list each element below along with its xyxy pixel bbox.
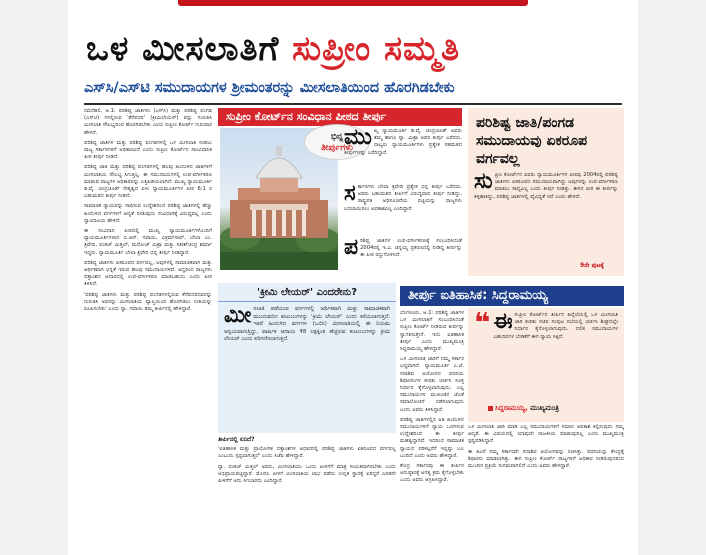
story-para: ಒಳ ಮೀಸಲಾತಿ ಜಾರಿ ಮಾಡಿ ಎಲ್ಲ ಸಮುದಾಯಗಳಿಗೆ ಸಮಾನ ಅವಕಾಶ ಕಲ್ಪಿಸುವುದು ನಮ್ಮ ಆದ್ಯತೆ. ಈ ವಿಷಯದಲ್ಲಿ ಯಾವುದೇ ರಾಜಕೀಯ ಮಾಡುವುದಿಲ್ಲ ಎಂದು ಮುಖ್ಯಮಂತ್ರಿ ಸ್ಪಷ್ಟಪಡಿಸಿದ್ದಾರೆ. xyxy=(468,424,624,445)
right-gutter xyxy=(638,0,706,555)
center-para-1-text: ಖ್ಯ ನ್ಯಾಯಮೂರ್ತಿ ಡಿ.ವೈ. ಚಂದ್ರಚೂಡ್ ಅವರು ತಮ್ಮ ಹಾಗೂ ನ್ಯಾ. ಮಿಶ್ರಾ ಅವರ ತೀರ್ಪು ಬರೆದರು. ನಾಲ್ವರು ನ್ಯಾಯಮೂರ್ತಿಗಳು ಪ್ರತ್ಯೇಕ ಸಹಮತದ ತೀರ್ಪುಗಳನ್ನು ಬರೆದಿದ್ದಾರೆ. xyxy=(344,128,462,156)
center-para-3-text: ರಿಶಿಷ್ಟ ಜಾತಿಗಳ ಉಪ-ವರ್ಗೀಕರಣಕ್ಕೆ ಸಂಬಂಧಿಸಿದಂತೆ 2004ರಲ್ಲಿ ಇ.ವಿ. ಚಿನ್ನಯ್ಯ ಪ್ರಕರಣದಲ್ಲಿ ನೀಡಿದ್ದ ತೀರ್ಪನ್ನು ಈ ಪೀಠ ರದ್ದುಗೊಳಿಸಿದೆ. xyxy=(360,238,462,259)
drop-cap: ಪ xyxy=(344,238,359,260)
box-body xyxy=(468,172,624,272)
story-para: ಕೇಂದ್ರ ಸರ್ಕಾರವು ಈ ತೀರ್ಪಿನ ಅನುಷ್ಠಾನಕ್ಕೆ ಅಗತ್ಯ ಕ್ರಮ ಕೈಗೊಳ್ಳಬೇಕು ಎಂದು ಅವರು ಆಗ್ರಹಿಸಿದ್ದಾರೆ. xyxy=(400,463,464,484)
left-gutter xyxy=(0,0,68,555)
continued-tag: 9ನೇ ಪುಟಕ್ಕೆ xyxy=(580,262,604,269)
story-para: ಪರಿಶಿಷ್ಟ ಜಾತಿಗಳಲ್ಲಿನ ಅತಿ ಹಿಂದುಳಿದ ಸಮುದಾಯಗಳಿಗೆ ನ್ಯಾಯ ಒದಗಿಸುವ ಉದ್ದೇಶದಿಂದ ಈ ತೀರ್ಪು ಮಹತ್ವದ್ದಾಗಿದೆ. ಇದರಿಂದ ಸಾಮಾಜಿಕ ನ್ಯಾಯದ ಪರಿಕಲ್ಪನೆಗೆ ಇನ್ನಷ್ಟು ಬಲ ಬಂದಿದೆ ಎಂದು ಅವರು ಹೇಳಿದ್ದಾರೆ. xyxy=(400,416,464,459)
left-para: ಪರಿಶಿಷ್ಟ ಜಾತಿಗಳ ಮತ್ತು ಪರಿಶಿಷ್ಟ ಪಂಗಡಗಳಲ್ಲಿ ಒಳ ಮೀಸಲಾತಿ ನೀಡಲು ರಾಜ್ಯ ಸರ್ಕಾರಗಳಿಗೆ ಅಧಿಕಾರವಿದೆ ಎಂದು ಸುಪ್ರೀಂ ಕೋರ್ಟ್‌ನ ಸಾಂವಿಧಾನಿಕ ಪೀಠ ತೀರ್ಪು ನೀಡಿದೆ. xyxy=(84,139,212,161)
bubble-line-2: ತೀರ್ಪುಗಳು xyxy=(321,143,353,153)
top-color-bar xyxy=(178,0,528,6)
center-para-1 xyxy=(344,128,462,182)
center-para-2-text: ರ್ಕಾರಗಳು ಬೇಲಾ ತ್ರಿವೇದಿ ಪ್ರತ್ಯೇಕ ಭಿನ್ನ ತೀರ್ಪು ಬರೆದರು. ಅವರು ಬಹುಮತದ ತೀರ್ಪಿಗೆ ವಿರುದ್ಧವಾದ ತೀರ್ಪು ನೀಡಿದ್ದು, ರಾಷ್ಟ್ರಪತಿ ಅಧಿಸೂಚನೆಯ ಪಟ್ಟಿಯನ್ನು ರಾಜ್ಯಗಳು ಬದಲಾಯಿಸಲು ಅವಕಾಶವಿಲ್ಲ ಎಂದಿದ್ದಾರೆ. xyxy=(344,184,462,212)
left-para: ಸಾಮಾಜಿಕ ನ್ಯಾಯವನ್ನು ಸಾಧಿಸುವ ಉದ್ದೇಶದಿಂದ ಪರಿಶಿಷ್ಟ ಜಾತಿಗಳಲ್ಲಿ ಹೆಚ್ಚು ಹಿಂದುಳಿದ ವರ್ಗಗಳಿಗೆ ಆದ್ಯತೆ ನೀಡುವುದು ಸಂವಿಧಾನಕ್ಕೆ ವಿರುದ್ಧವಲ್ಲ ಎಂದು ನ್ಯಾಯಾಲಯ ಹೇಳಿದೆ. xyxy=(84,203,212,224)
center-para-2 xyxy=(344,184,462,236)
story-para: ನ್ಯಾ. ಪಂಕಜ್ ಮಿತ್ತಲ್ ಅವರು, ಮೀಸಲಾತಿಯು ಒಂದು ಪೀಳಿಗೆಗೆ ಮಾತ್ರ ಸೀಮಿತವಾಗಿರಬೇಕು ಎಂದು ಅಭಿಪ್ರಾಯಪಟ್ಟಿದ್ದಾರೆ. ಮೊದಲ ಪೀಳಿಗೆ ಮೀಸಲಾತಿಯ ಲಾಭ ಪಡೆದು ಉನ್ನತ ಸ್ಥಾನಕ್ಕೆ ಏರಿದ್ದರೆ ಎರಡನೇ ಪೀಳಿಗೆಗೆ ಅದು ಸಿಗಬಾರದು ಎಂದಿದ್ದಾರೆ. xyxy=(218,463,396,485)
headline-part-1: ಒಳ ಮೀಸಲಾತಿಗೆ xyxy=(86,29,293,69)
cm-story-column-2 xyxy=(468,424,624,555)
creamy-layer-box xyxy=(218,283,396,433)
cm-quote xyxy=(474,312,618,408)
center-para-3 xyxy=(344,238,462,276)
headline-part-2: ಸುಪ್ರೀಂ ಸಮ್ಮತಿ xyxy=(292,29,461,69)
drop-cap: ಸು xyxy=(474,172,493,194)
cm-quote-text: ಸುಪ್ರೀಂ ಕೋರ್ಟ್‌ನ ತೀರ್ಪಿನ ಹಿನ್ನೆಲೆಯಲ್ಲಿ ಒಳ ಮೀಸಲಾತಿ ಜಾರಿ ಕುರಿತು ಸಚಿವ ಸಂಪುಟ ಸಭೆಯಲ್ಲಿ ಚರ್ಚಿಸಿ ಶೀಘ್ರದಲ್ಲೇ ನಿರ್ಧಾರ ಕೈಗೊಳ್ಳಲಾಗುವುದು. ದಲಿತ ಸಮುದಾಯಗಳ ಬಹುದಿನಗಳ ಬೇಡಿಕೆಗೆ ಈಗ ನ್ಯಾಯ ಸಿಕ್ಕಿದೆ. xyxy=(493,312,618,340)
left-para: 'ಪರಿಶಿಷ್ಟ ಜಾತಿಗಳು ಮತ್ತು ಪರಿಶಿಷ್ಟ ಪಂಗಡಗಳಲ್ಲಿರುವ ಕೆನೆಪದರದವರನ್ನು ಗುರುತಿಸಿ ಅವರನ್ನು ಮೀಸಲಾತಿಯ ವ್ಯಾಪ್ತಿಯಿಂದ ಹೊರಗಿಡಲು ನೀತಿಯನ್ನು ರೂಪಿಸಬೇಕು' ಎಂದು ನ್ಯಾ. ಗವಾಯಿ ತಮ್ಮ ತೀರ್ಪಿನಲ್ಲಿ ಹೇಳಿದ್ದಾರೆ. xyxy=(84,291,212,313)
box-title: ಪರಿಶಿಷ್ಟ ಜಾತಿ/ಪಂಗಡ ಸಮುದಾಯವು ಏಕರೂಪ ವರ್ಗವಲ್ಲ xyxy=(476,115,588,167)
cm-story-column-1 xyxy=(400,310,464,555)
newspaper-page xyxy=(68,0,638,555)
constitution-bench-banner: ಸುಪ್ರೀಂ ಕೋರ್ಟ್‌ನ ಸಂವಿಧಾನ ಪೀಠದ ತೀರ್ಪು xyxy=(218,108,462,126)
below-creamy-story xyxy=(218,436,396,555)
story-para: ಒಳ ಮೀಸಲಾತಿ ಜಾರಿಗೆ ನಮ್ಮ ಸರ್ಕಾರ ಬದ್ಧವಾಗಿದೆ. ನ್ಯಾಯಮೂರ್ತಿ ಎ.ಜೆ. ಸದಾಶಿವ ಆಯೋಗದ ವರದಿಯ ಶಿಫಾರಸುಗಳ ಕುರಿತು ಚರ್ಚಿಸಿ ಸೂಕ್ತ ನಿರ್ಧಾರ ಕೈಗೊಳ್ಳಲಾಗುವುದು. ಎಲ್ಲ ಸಮುದಾಯಗಳ ಮುಖಂಡರ ಜೊತೆ ಸಮಾಲೋಚನೆ ನಡೆಸಲಾಗುವುದು ಎಂದು ಅವರು ತಿಳಿಸಿದ್ದಾರೆ. xyxy=(400,356,464,413)
not-homogeneous-box xyxy=(468,108,624,276)
left-para: ಪರಿಶಿಷ್ಟ ಜಾತಿಗಳು ಏಕರೂಪದ ವರ್ಗವಲ್ಲ, ಅವುಗಳಲ್ಲಿ ಸಾಮಾಜಿಕವಾಗಿ ಮತ್ತು ಆರ್ಥಿಕವಾಗಿ ಭಿನ್ನತೆ ಇರುವ ಹಲವು ಸಮುದಾಯಗಳಿವೆ. ಆದ್ದರಿಂದ ರಾಜ್ಯಗಳು ದತ್ತಾಂಶದ ಆಧಾರದಲ್ಲಿ ಉಪ-ವರ್ಗೀಕರಣ ಮಾಡಬಹುದು ಎಂದು ಪೀಠ ತಿಳಿಸಿದೆ. xyxy=(84,259,212,288)
drop-cap: ಸ xyxy=(344,184,356,206)
drop-cap: ಈ xyxy=(493,312,513,334)
left-column-story xyxy=(84,108,212,555)
byline-title: ಮುಖ್ಯಮಂತ್ರಿ xyxy=(530,404,559,412)
sub-headline: ಎಸ್‌ಸಿ/ಎಸ್‌ಟಿ ಸಮುದಾಯಗಳ ಶ್ರೀಮಂತರನ್ನು ಮೀಸಲಾತಿಯಿಂದ ಹೊರಗಿಡಬೇಕು xyxy=(84,80,455,96)
creamy-layer-body xyxy=(218,302,396,422)
sub-heading: ತೀರ್ಪಿನಲ್ಲಿ ಏನಿದೆ? xyxy=(218,436,255,443)
main-headline xyxy=(86,24,626,74)
left-para: ಈ ಸಂವಿಧಾನ ಪೀಠದಲ್ಲಿ ಮುಖ್ಯ ನ್ಯಾಯಮೂರ್ತಿಗಳೊಂದಿಗೆ ನ್ಯಾಯಮೂರ್ತಿಗಳಾದ ಬಿ.ಆರ್. ಗವಾಯಿ, ವಿಕ್ರಮ್‌ನಾಥ್, ಬೇಲಾ ಎಂ. ತ್ರಿವೇದಿ, ಪಂಕಜ್ ಮಿತ್ತಲ್, ಮನೋಜ್ ಮಿಶ್ರಾ ಮತ್ತು ಸತೀಶ್‌ಚಂದ್ರ ಶರ್ಮಾ ಇದ್ದರು. ನ್ಯಾಯಮೂರ್ತಿ ಬೇಲಾ ತ್ರಿವೇದಿ ಭಿನ್ನ ತೀರ್ಪು ನೀಡಿದ್ದಾರೆ. xyxy=(84,228,212,256)
drop-cap: ಮು xyxy=(344,128,372,150)
story-para: 'ಐತಿಹಾಸಿಕ ಮತ್ತು ಪ್ರಾಯೋಗಿಕ ದತ್ತಾಂಶಗಳ ಆಧಾರದಲ್ಲಿ ಪರಿಶಿಷ್ಟ ಜಾತಿಗಳು ಏಕರೂಪದ ವರ್ಗವಲ್ಲ ಎಂಬುದು ಸ್ಪಷ್ಟವಾಗುತ್ತದೆ' ಎಂದು ಸಿಜೆಐ ಹೇಳಿದ್ದಾರೆ. xyxy=(218,446,396,460)
story-para: ಈ ಹಿಂದೆ ನಮ್ಮ ಸರ್ಕಾರವೇ ಸದಾಶಿವ ಆಯೋಗವನ್ನು ರಚಿಸಿತ್ತು. ವರದಿಯನ್ನು ಕೇಂದ್ರಕ್ಕೆ ಶಿಫಾರಸು ಮಾಡಲಾಗಿತ್ತು. ಈಗ ಸುಪ್ರೀಂ ಕೋರ್ಟ್ ರಾಜ್ಯಗಳಿಗೆ ಅಧಿಕಾರ ನೀಡಿರುವುದರಿಂದ ಮುಂದಿನ ಪ್ರಕ್ರಿಯೆ ಸುಗಮವಾಗಲಿದೆ ಎಂದು ಅವರು ಹೇಳಿದ್ದಾರೆ. xyxy=(468,448,624,470)
left-para: ನವದೆಹಲಿ, ಆ.1: ಪರಿಶಿಷ್ಟ ಜಾತಿಗಳು (ಎಸ್‌ಸಿ) ಮತ್ತು ಪರಿಶಿಷ್ಟ ಪಂಗಡ (ಎಸ್‌ಟಿ) ಗಳಲ್ಲಿರುವ 'ಕೆನೆಪದರ' (ಕ್ರೀಮಿಲೇಯರ್) ವನ್ನು ಗುರುತಿಸಿ ಮೀಸಲಾತಿ ಸೌಲಭ್ಯದಿಂದ ಹೊರಗಿಡಬೇಕು ಎಂದು ಸುಪ್ರೀಂ ಕೋರ್ಟ್ ಗುರುವಾರ ಹೇಳಿದೆ. xyxy=(84,108,212,136)
quote-mark-icon: ❝ xyxy=(474,312,491,339)
cm-byline: ಸಿದ್ದರಾಮಯ್ಯ, ಮುಖ್ಯಮಂತ್ರಿ xyxy=(488,404,559,413)
left-para: ಪರಿಶಿಷ್ಟ ಜಾತಿ ಮತ್ತು ಪರಿಶಿಷ್ಟ ಪಂಗಡಗಳಲ್ಲಿ ಹಲವು ಹಿಂದುಳಿದ ಜಾತಿಗಳಿಗೆ ಮೀಸಲಾತಿಯ ಸೌಲಭ್ಯ ಸಿಗುತ್ತಿಲ್ಲ. ಈ ಸಮುದಾಯಗಳಲ್ಲಿ ಉಪ-ವರ್ಗೀಕರಣ ಮಾಡುವ ರಾಜ್ಯಗಳ ಅಧಿಕಾರವನ್ನು ಎತ್ತಿಹಿಡಿಯಲಾಗಿದೆ. ಮುಖ್ಯ ನ್ಯಾಯಮೂರ್ತಿ ಡಿ.ವೈ. ಚಂದ್ರಚೂಡ್ ನೇತೃತ್ವದ ಏಳು ನ್ಯಾಯಮೂರ್ತಿಗಳ ಪೀಠ 6:1 ರ ಬಹುಮತದ ತೀರ್ಪು ನೀಡಿದೆ. xyxy=(84,164,212,200)
headline-rule xyxy=(84,103,622,105)
creamy-layer-text: ಸಲಾತಿ ಪಡೆಯುವ ವರ್ಗಗಳಲ್ಲಿ ಆರ್ಥಿಕವಾಗಿ ಮತ್ತು ಸಾಮಾಜಿಕವಾಗಿ ಮುಂದುವರಿದ ಕುಟುಂಬಗಳನ್ನು 'ಕ್ರೀಮಿ ಲೇಯರ್' ಎಂದು ಕರೆಯಲಾಗುತ್ತದೆ. ಇತರೆ ಹಿಂದುಳಿದ ವರ್ಗಗಳ (ಒಬಿಸಿ) ಮೀಸಲಾತಿಯಲ್ಲಿ ಈ ನಿಯಮ ಅನ್ವಯವಾಗುತ್ತಿದ್ದು, ವಾರ್ಷಿಕ ಆದಾಯ ₹8 ಲಕ್ಷಕ್ಕಿಂತ ಹೆಚ್ಚಿರುವ ಕುಟುಂಬಗಳನ್ನು ಕ್ರೀಮಿ ಲೇಯರ್ ಎಂದು ಪರಿಗಣಿಸಲಾಗುತ್ತದೆ. xyxy=(224,306,390,343)
story-para: ಬೆಂಗಳೂರು, ಆ.1: ಪರಿಶಿಷ್ಟ ಜಾತಿಗಳ ಒಳ ಮೀಸಲಾತಿಗೆ ಸಂಬಂಧಿಸಿದಂತೆ ಸುಪ್ರೀಂ ಕೋರ್ಟ್ ನೀಡಿರುವ ತೀರ್ಪನ್ನು ಸ್ವಾಗತಿಸುತ್ತೇನೆ. ಇದು ಐತಿಹಾಸಿಕ ತೀರ್ಪು ಎಂದು ಮುಖ್ಯಮಂತ್ರಿ ಸಿದ್ದರಾಮಯ್ಯ ಹೇಳಿದ್ದಾರೆ. xyxy=(400,310,464,353)
creamy-layer-title: 'ಕ್ರೀಮಿ ಲೇಯರ್' ಎಂದರೇನು? xyxy=(218,283,396,302)
bubble-line-1: ಭಿನ್ನ xyxy=(330,132,344,142)
drop-cap: ಮೀ xyxy=(224,303,252,328)
box-body-text: ಪ್ರೀಂ ಕೋರ್ಟ್‌ನ ಐವರು ನ್ಯಾಯಮೂರ್ತಿಗಳ ಪೀಠವು 2004ರಲ್ಲಿ ಪರಿಶಿಷ್ಟ ಜಾತಿಗಳು ಏಕರೂಪದ ಸಮುದಾಯವಾಗಿದ್ದು ಅವುಗಳನ್ನು ಉಪ-ವರ್ಗೀಕರಣ ಮಾಡಲು ಸಾಧ್ಯವಿಲ್ಲ ಎಂದು ತೀರ್ಪು ನೀಡಿತ್ತು. ಈಗಿನ ಪೀಠ ಈ ತೀರ್ಪನ್ನು ತಳ್ಳಿಹಾಕಿದ್ದು, ಪರಿಶಿಷ್ಟ ಜಾತಿಗಳಲ್ಲಿ ವೈವಿಧ್ಯತೆ ಇದೆ ಎಂದು ಹೇಳಿದೆ. xyxy=(474,172,618,200)
byline-name: ಸಿದ್ದರಾಮಯ್ಯ xyxy=(495,404,526,412)
red-square-icon xyxy=(488,406,493,411)
cm-story-banner: ತೀರ್ಪು ಐತಿಹಾಸಿಕ: ಸಿದ್ದರಾಮಯ್ಯ xyxy=(400,286,624,306)
